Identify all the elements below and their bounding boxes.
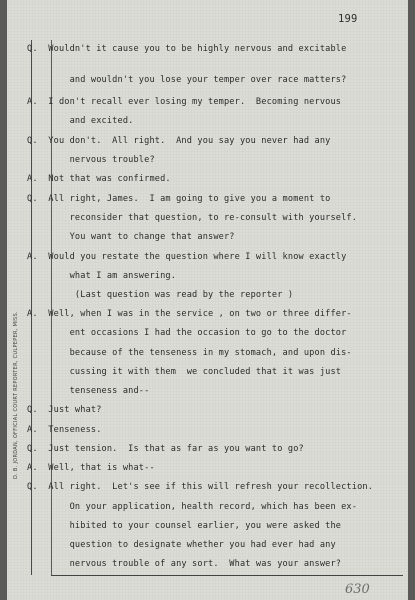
transcript-line: A. Not that was confirmed. xyxy=(27,174,171,184)
transcript-line: hibited to your counsel earlier, you were asked the xyxy=(27,521,342,531)
transcript-line: nervous trouble of any sort. What was your answer? xyxy=(27,559,342,569)
transcript-line: (Last question was read by the reporter ) xyxy=(27,290,294,300)
transcript-line: Q. Just what? xyxy=(27,405,102,415)
transcript-line: cussing it with them we concluded that it was just xyxy=(27,367,342,377)
transcript-line: A. I don't recall ever losing my temper. Becoming nervous xyxy=(27,97,342,107)
transcript-line: ent occasions I had the occasion to go to the doctor xyxy=(27,328,347,338)
transcript-line: On your application, health record, which has been ex- xyxy=(27,502,358,512)
transcript-line: A. Tenseness. xyxy=(27,425,102,435)
transcript-line: A. Well, when I was in the service , on two or three differ- xyxy=(27,309,352,319)
page-number: 199 xyxy=(338,13,358,25)
transcript-line: A. Well, that is what-- xyxy=(27,463,155,473)
transcript-line: Q. Wouldn't it cause you to be highly nervous and excitable xyxy=(27,44,347,54)
transcript-line: because of the tenseness in my stomach, and upon dis- xyxy=(27,348,352,358)
transcript-line: nervous trouble? xyxy=(27,155,155,165)
transcript-line: reconsider that question, to re-consult with yourself. xyxy=(27,213,358,223)
transcript-line: and excited. xyxy=(27,116,134,126)
handwritten-page-number: 630 xyxy=(345,582,370,597)
transcript-line: what I am answering. xyxy=(27,271,177,281)
transcript-line: tenseness and-- xyxy=(27,386,150,396)
transcript-page xyxy=(7,0,408,600)
transcript-line: Q. All right. Let's see if this will refresh your recollection. xyxy=(27,482,374,492)
transcript-line: Q. All right, James. I am going to give you a moment to xyxy=(27,194,331,204)
footer-rule xyxy=(51,575,403,576)
transcript-line: question to designate whether you had ever had any xyxy=(27,540,336,550)
transcript-line: Q. Just tension. Is that as far as you want to go? xyxy=(27,444,304,454)
transcript-line: You want to change that answer? xyxy=(27,232,235,242)
transcript-line: Q. You don't. All right. And you say you never had any xyxy=(27,136,331,146)
transcript-line: A. Would you restate the question where I will know exactly xyxy=(27,252,347,262)
transcript-line: and wouldn't you lose your temper over race matters? xyxy=(27,75,347,85)
court-reporter-caption: D. B. JORDAN, OFFICIAL COURT REPORTER, CULPEPER, MISS. xyxy=(13,311,19,479)
